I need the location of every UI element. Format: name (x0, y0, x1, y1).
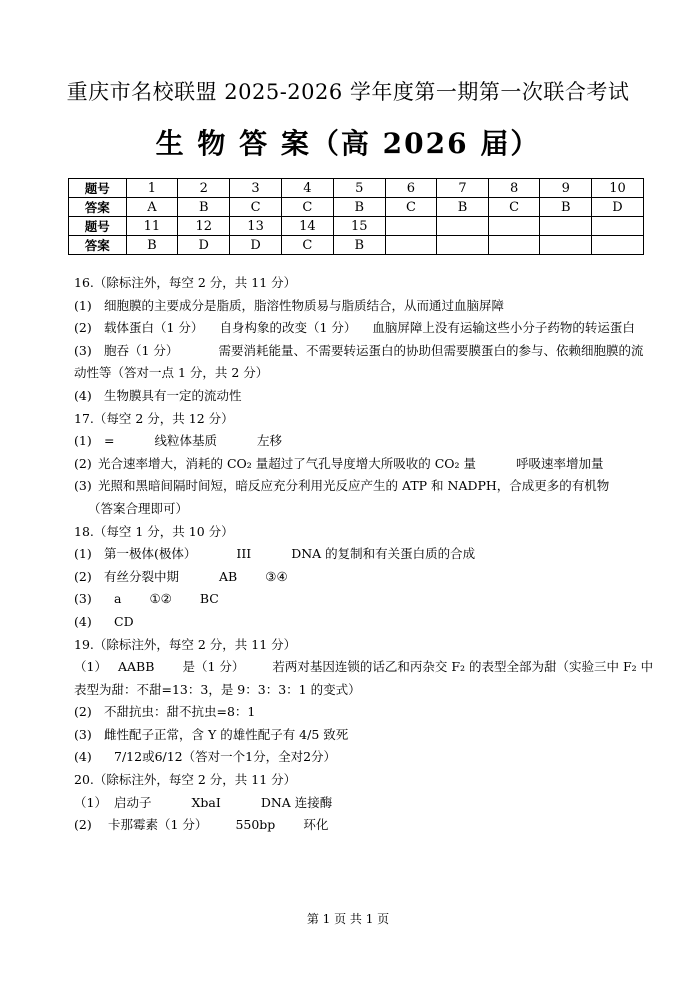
answer-text: ①② (149, 591, 172, 607)
answer-text: 胞吞（1 分） (104, 342, 179, 358)
table-cell: B (333, 198, 385, 217)
answer-text: 有丝分裂中期 (104, 568, 180, 584)
answer-table (68, 178, 644, 255)
answer-text: DNA 的复制和有关蛋白质的合成 (291, 546, 476, 562)
question-20-header: 20.（除标注外，每空 2 分，共 11 分） (74, 772, 297, 788)
row-header: 题号 (69, 217, 127, 236)
answer-text: （答案合理即可） (88, 500, 189, 516)
table-cell: B (126, 236, 178, 255)
answer-text: 若两对基因连锁的话乙和丙杂交 F₂ 的表型全部为甜（实验三中 F₂ 中 (272, 659, 654, 675)
item-number: (2) (74, 817, 92, 833)
item-number: (3) (74, 726, 92, 742)
answer-line (74, 543, 654, 566)
table-row (69, 217, 644, 236)
table-cell: D (230, 236, 282, 255)
item-number: (2) (74, 320, 92, 336)
answer-text: CD (114, 613, 134, 629)
answer-text: 是（1 分） (182, 659, 245, 675)
table-cell (592, 236, 644, 255)
table-cell: 12 (178, 217, 230, 236)
table-row (69, 236, 644, 255)
item-number: (4) (74, 613, 92, 629)
table-cell: B (333, 236, 385, 255)
answer-text: 左移 (257, 433, 283, 449)
table-cell: 5 (333, 179, 385, 198)
answer-line (74, 588, 654, 611)
row-header: 答案 (69, 236, 127, 255)
table-cell (592, 217, 644, 236)
table-cell: 9 (540, 179, 592, 198)
row-header: 答案 (69, 198, 127, 217)
answer-line (74, 656, 654, 679)
answer-line (74, 724, 654, 747)
answer-text: a (114, 591, 122, 607)
answer-text: 生物膜具有一定的流动性 (104, 387, 242, 403)
table-cell: 11 (126, 217, 178, 236)
table-cell: B (437, 198, 489, 217)
table-cell: B (178, 198, 230, 217)
answer-text: 环化 (303, 817, 329, 833)
answer-text: III (236, 546, 252, 562)
answer-text: 雌性配子正常，含 Y 的雄性配子有 4/5 致死 (104, 726, 349, 742)
table-cell (540, 217, 592, 236)
table-cell: 4 (281, 179, 333, 198)
table-cell (385, 217, 437, 236)
answer-text: 光照和黑暗间隔时间短，暗反应充分利用光反应产生的 ATP 和 NADPH，合成更多的有机物 (98, 478, 610, 494)
answer-text: 血脑屏障上没有运输这些小分子药物的转运蛋白 (372, 320, 635, 336)
answer-text: 550bp (235, 817, 276, 833)
answer-text: 需要消耗能量、不需要转运蛋白的协助但需要膜蛋白的参与、依赖细胞膜的流 (218, 342, 644, 358)
item-number: (2) (74, 455, 92, 471)
item-number: (1) (74, 297, 92, 313)
answer-text: 动性等（答对一点 1 分，共 2 分） (74, 365, 269, 381)
document-subtitle: 生 物 答 案（高 2026 届） (155, 127, 541, 160)
table-cell (437, 236, 489, 255)
table-cell: C (281, 198, 333, 217)
answer-line (74, 498, 654, 521)
answer-content (74, 272, 654, 837)
answer-line (74, 385, 654, 408)
answer-line (74, 792, 654, 815)
table-cell: C (385, 198, 437, 217)
answer-line (74, 611, 654, 634)
answer-text: 第一极体(极体） (104, 546, 197, 562)
table-cell (540, 236, 592, 255)
answer-text: AABB (118, 659, 155, 675)
table-cell: 13 (230, 217, 282, 236)
row-header: 题号 (69, 179, 127, 198)
answer-text: XbaI (191, 794, 221, 810)
table-cell: D (592, 198, 644, 217)
table-cell: C (488, 198, 540, 217)
page-title: 重庆市名校联盟 2025-2026 学年度第一期第一次联合考试 (66, 80, 630, 104)
item-number: （1） (74, 794, 107, 810)
answer-text: ③④ (265, 568, 288, 584)
answer-text: 呼吸速率增加量 (516, 455, 604, 471)
answer-text: 7/12或6/12（答对一个1分，全对2分） (114, 749, 337, 765)
table-cell: 14 (281, 217, 333, 236)
table-cell: 8 (488, 179, 540, 198)
table-cell (488, 236, 540, 255)
answer-text: 光合速率增大，消耗的 CO₂ 量超过了气孔导度增大所吸收的 CO₂ 量 (98, 455, 477, 471)
answer-text: = (104, 433, 115, 449)
table-cell (385, 236, 437, 255)
item-number: (2) (74, 568, 92, 584)
answer-line (74, 317, 654, 340)
table-row (69, 179, 644, 198)
table-cell: C (281, 236, 333, 255)
answer-text: 载体蛋白（1 分） (104, 320, 204, 336)
question-16-header: 16.（除标注外，每空 2 分，共 11 分） (74, 275, 297, 290)
question-19-header: 19.（除标注外，每空 2 分，共 11 分） (74, 636, 297, 652)
answer-line (74, 362, 654, 385)
item-number: (3) (74, 478, 92, 494)
table-cell: 10 (592, 179, 644, 198)
answer-text: 启动子 (114, 794, 152, 810)
answer-line (74, 475, 654, 498)
answer-line (74, 701, 654, 724)
answer-line (74, 430, 654, 453)
answer-text: 不甜抗虫：甜不抗虫=8：1 (104, 704, 256, 720)
answer-text: BC (199, 591, 219, 607)
item-number: (1) (74, 546, 92, 562)
page-footer: 第 1 页 共 1 页 (306, 912, 390, 926)
table-cell (488, 217, 540, 236)
answer-line (74, 814, 654, 837)
table-cell: 3 (230, 179, 282, 198)
item-number: (3) (74, 591, 92, 607)
item-number: (4) (74, 387, 92, 403)
answer-text: 自身构象的改变（1 分） (219, 320, 357, 336)
table-cell: 1 (126, 179, 178, 198)
table-cell: 2 (178, 179, 230, 198)
item-number: (4) (74, 749, 92, 765)
answer-line (74, 295, 654, 318)
item-number: (3) (74, 342, 92, 358)
table-cell: D (178, 236, 230, 255)
answer-text: 细胞膜的主要成分是脂质，脂溶性物质易与脂质结合，从而通过血脑屏障 (104, 297, 505, 313)
table-cell: 7 (437, 179, 489, 198)
table-cell: C (230, 198, 282, 217)
item-number: （1） (74, 659, 107, 675)
question-18-header: 18.（每空 1 分，共 10 分） (74, 523, 234, 539)
table-cell (437, 217, 489, 236)
table-cell: 6 (385, 179, 437, 198)
answer-text: 线粒体基质 (154, 433, 217, 449)
table-cell: 15 (333, 217, 385, 236)
item-number: (1) (74, 433, 92, 449)
table-row (69, 198, 644, 217)
table-cell: B (540, 198, 592, 217)
answer-line (74, 746, 654, 769)
item-number: (2) (74, 704, 92, 720)
answer-line (74, 679, 654, 702)
answer-text: 卡那霉素（1 分） (108, 817, 208, 833)
answer-line (74, 566, 654, 589)
question-17-header: 17.（每空 2 分，共 12 分） (74, 410, 234, 426)
answer-text: 表型为甜：不甜=13：3，是 9：3：3：1 的变式） (74, 681, 361, 697)
answer-line (74, 453, 654, 476)
answer-line (74, 340, 654, 363)
table-cell: A (126, 198, 178, 217)
answer-text: AB (219, 568, 238, 584)
answer-text: DNA 连接酶 (260, 794, 333, 810)
